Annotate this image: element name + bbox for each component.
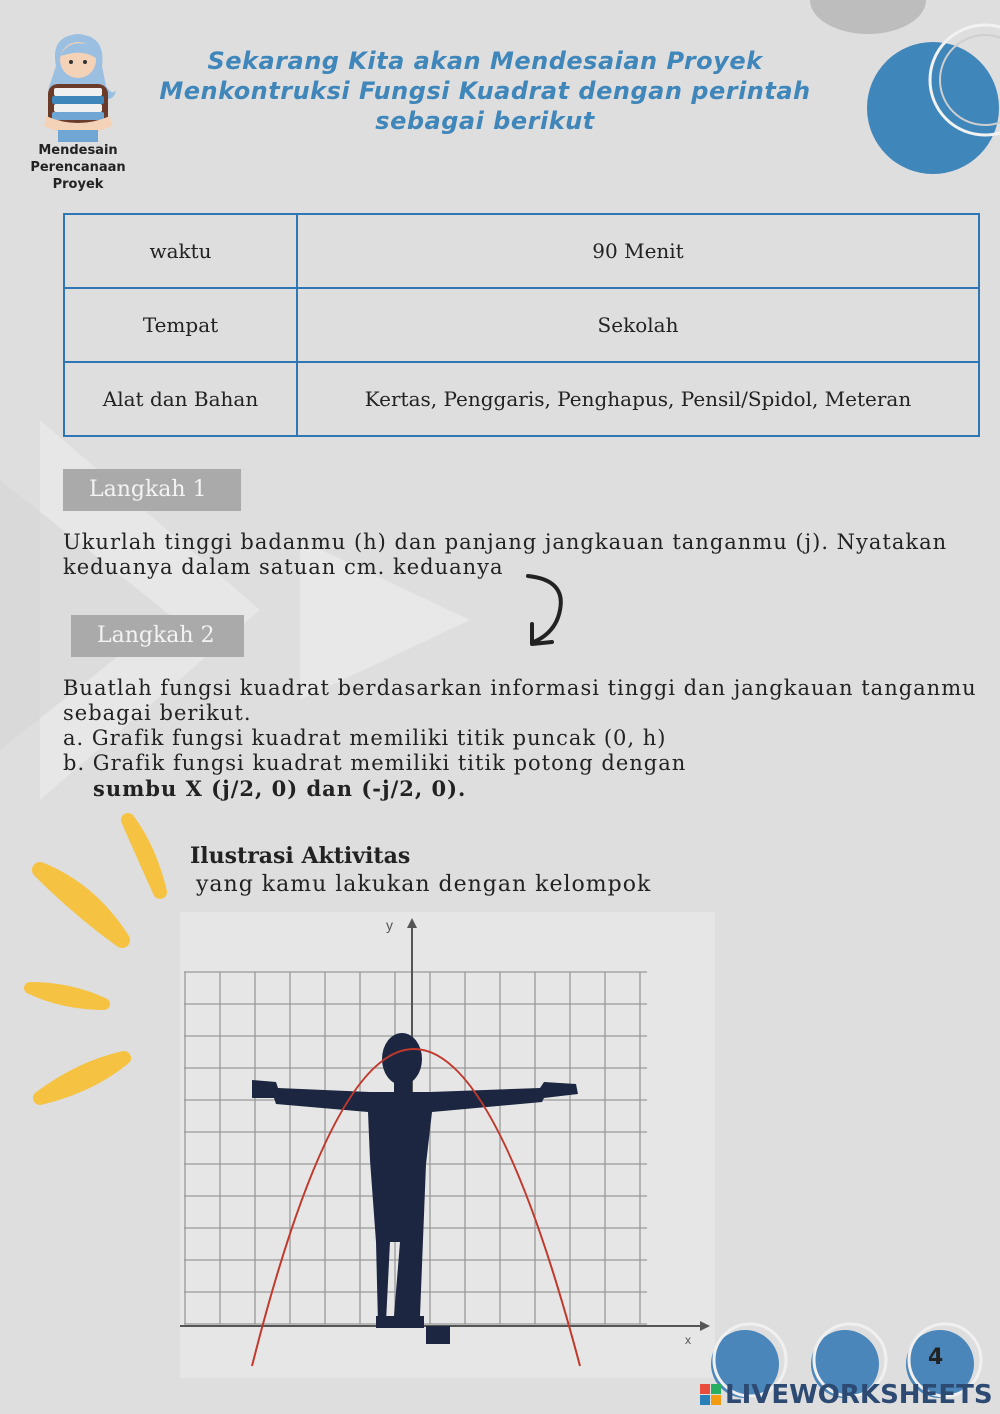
step2-line: a. Grafik fungsi kuadrat memiliki titik puncak (0, h) xyxy=(63,726,667,750)
step1-text xyxy=(63,530,947,580)
table-row xyxy=(64,288,979,362)
table-cell-label: Tempat xyxy=(64,288,297,362)
parabola-illustration xyxy=(180,912,715,1378)
step1-label: Langkah 1 xyxy=(63,469,241,511)
illustration-title: Ilustrasi Aktivitas xyxy=(190,843,411,869)
step2-text xyxy=(63,676,977,801)
table-cell-value: Kertas, Penggaris, Penghapus, Pensil/Spidol, Meteran xyxy=(297,362,979,436)
step2-line: sebagai berikut. xyxy=(63,701,252,725)
table-cell-value: Sekolah xyxy=(297,288,979,362)
step2-line: b. Grafik fungsi kuadrat memiliki titik potong dengan xyxy=(63,751,687,775)
title-line: Sekarang Kita akan Mendesaian Proyek xyxy=(207,47,763,75)
title-line: Menkontruksi Fungsi Kuadrat dengan perintah xyxy=(159,77,811,105)
mascot-label xyxy=(18,142,138,193)
curved-arrow-icon xyxy=(520,570,580,650)
step1-line: keduanya dalam satuan cm. keduanya xyxy=(63,555,504,579)
table-row xyxy=(64,214,979,288)
mascot-label-line: Proyek xyxy=(52,177,104,192)
page-number: 4 xyxy=(928,1345,944,1370)
table-cell-label: Alat dan Bahan xyxy=(64,362,297,436)
illustration-caption: yang kamu lakukan dengan kelompok xyxy=(196,872,652,897)
y-axis-label: y xyxy=(386,917,393,933)
mascot-label-line: Perencanaan xyxy=(30,160,126,175)
liveworksheets-logo-icon xyxy=(700,1384,722,1406)
page-title xyxy=(140,46,830,136)
yellow-decoration xyxy=(0,800,200,1120)
step2-line: Buatlah fungsi kuadrat berdasarkan informasi tinggi dan jangkauan tanganmu xyxy=(63,676,977,700)
x-axis-label: x xyxy=(685,1333,691,1347)
step1-line: Ukurlah tinggi badanmu (h) dan panjang jangkauan tanganmu (j). Nyatakan xyxy=(63,530,948,554)
step2-label: Langkah 2 xyxy=(71,615,244,657)
title-line: sebagai berikut xyxy=(375,107,595,135)
parabola-grid-figure xyxy=(180,912,715,1378)
person-silhouette xyxy=(252,1033,578,1344)
axes xyxy=(180,918,710,1331)
step2-bold-line: sumbu X (j/2, 0) dan (-j/2, 0). xyxy=(93,776,467,801)
student-mascot-icon xyxy=(28,26,128,144)
table-cell-label: waktu xyxy=(64,214,297,288)
project-info-table xyxy=(63,213,980,437)
table-cell-value: 90 Menit xyxy=(297,214,979,288)
table-row xyxy=(64,362,979,436)
brand-watermark xyxy=(700,1380,993,1410)
mascot-label-line: Mendesain xyxy=(38,143,118,158)
brand-text: LIVEWORKSHEETS xyxy=(725,1380,993,1410)
